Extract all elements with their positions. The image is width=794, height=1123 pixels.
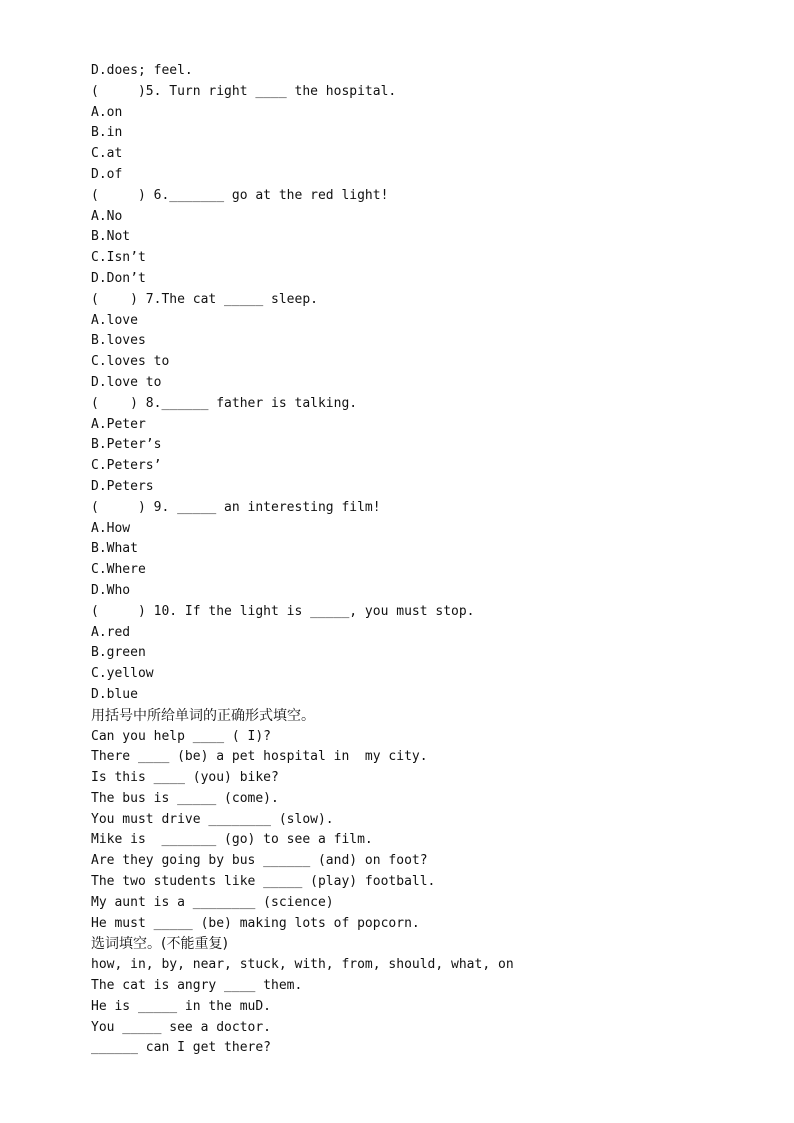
- word-form-item-6: Mike is _______ (go) to see a film.: [91, 832, 373, 848]
- option-a-q6: A.No: [91, 208, 123, 224]
- word-form-item-10: He must _____ (be) making lots of popcorn.: [91, 915, 420, 931]
- question-9: ( ) 9. _____ an interesting film!: [91, 499, 381, 515]
- word-bank: how, in, by, near, stuck, with, from, should, what, on: [91, 957, 514, 973]
- option-b-q8: B.Peter’s: [91, 437, 162, 453]
- option-c-q9: C.Where: [91, 562, 146, 578]
- option-d-q6: D.Don’t: [91, 270, 146, 286]
- word-form-item-1: Can you help ____ ( I)?: [91, 728, 272, 744]
- fill-in-item-2: He is _____ in the muD.: [91, 998, 272, 1014]
- option-d-q9: D.Who: [91, 582, 131, 598]
- option-d-q8: D.Peters: [91, 478, 154, 494]
- option-a-q7: A.love: [91, 312, 138, 328]
- word-form-item-8: The two students like _____ (play) football.: [91, 874, 436, 890]
- option-a-q5: A.on: [91, 104, 123, 120]
- option-b-q6: B.Not: [91, 229, 131, 245]
- option-c-q8: C.Peters’: [91, 458, 162, 474]
- word-form-item-7: Are they going by bus ______ (and) on foot?: [91, 853, 428, 869]
- section-heading-word-forms: 用括号中所给单词的正确形式填空。: [91, 707, 315, 724]
- option-b-q5: B.in: [91, 125, 123, 141]
- fill-in-item-1: The cat is angry ____ them.: [91, 978, 303, 994]
- worksheet-page: [91, 61, 731, 1059]
- word-form-item-9: My aunt is a ________ (science): [91, 894, 334, 910]
- question-6: ( ) 6._______ go at the red light!: [91, 187, 389, 203]
- option-d-q4: D.does; feel.: [91, 63, 193, 78]
- option-c-q7: C.loves to: [91, 354, 170, 370]
- option-a-q10: A.red: [91, 624, 131, 640]
- option-c-q5: C.at: [91, 146, 123, 162]
- question-8: ( ) 8.______ father is talking.: [91, 395, 358, 411]
- question-10: ( ) 10. If the light is _____, you must stop.: [91, 603, 475, 619]
- question-7: ( ) 7.The cat _____ sleep.: [91, 291, 318, 307]
- option-c-q6: C.Isn’t: [91, 250, 146, 266]
- word-form-item-2: There ____ (be) a pet hospital in my city.: [91, 749, 428, 765]
- option-a-q9: A.How: [91, 520, 131, 536]
- option-d-q7: D.love to: [91, 374, 162, 390]
- fill-in-item-3: You _____ see a doctor.: [91, 1019, 272, 1035]
- word-form-item-4: The bus is _____ (come).: [91, 790, 279, 806]
- word-form-item-5: You must drive ________ (slow).: [91, 811, 334, 827]
- option-b-q7: B.loves: [91, 333, 146, 349]
- question-5: ( )5. Turn right ____ the hospital.: [91, 83, 397, 99]
- option-a-q8: A.Peter: [91, 416, 146, 432]
- option-b-q10: B.green: [91, 645, 146, 661]
- section-heading-fill-in: 选词填空。(不能重复): [91, 936, 228, 953]
- option-c-q10: C.yellow: [91, 666, 154, 682]
- option-d-q5: D.of: [91, 166, 123, 182]
- fill-in-item-4: ______ can I get there?: [91, 1040, 272, 1056]
- option-b-q9: B.What: [91, 541, 138, 557]
- option-d-q10: D.blue: [91, 686, 138, 702]
- word-form-item-3: Is this ____ (you) bike?: [91, 770, 279, 786]
